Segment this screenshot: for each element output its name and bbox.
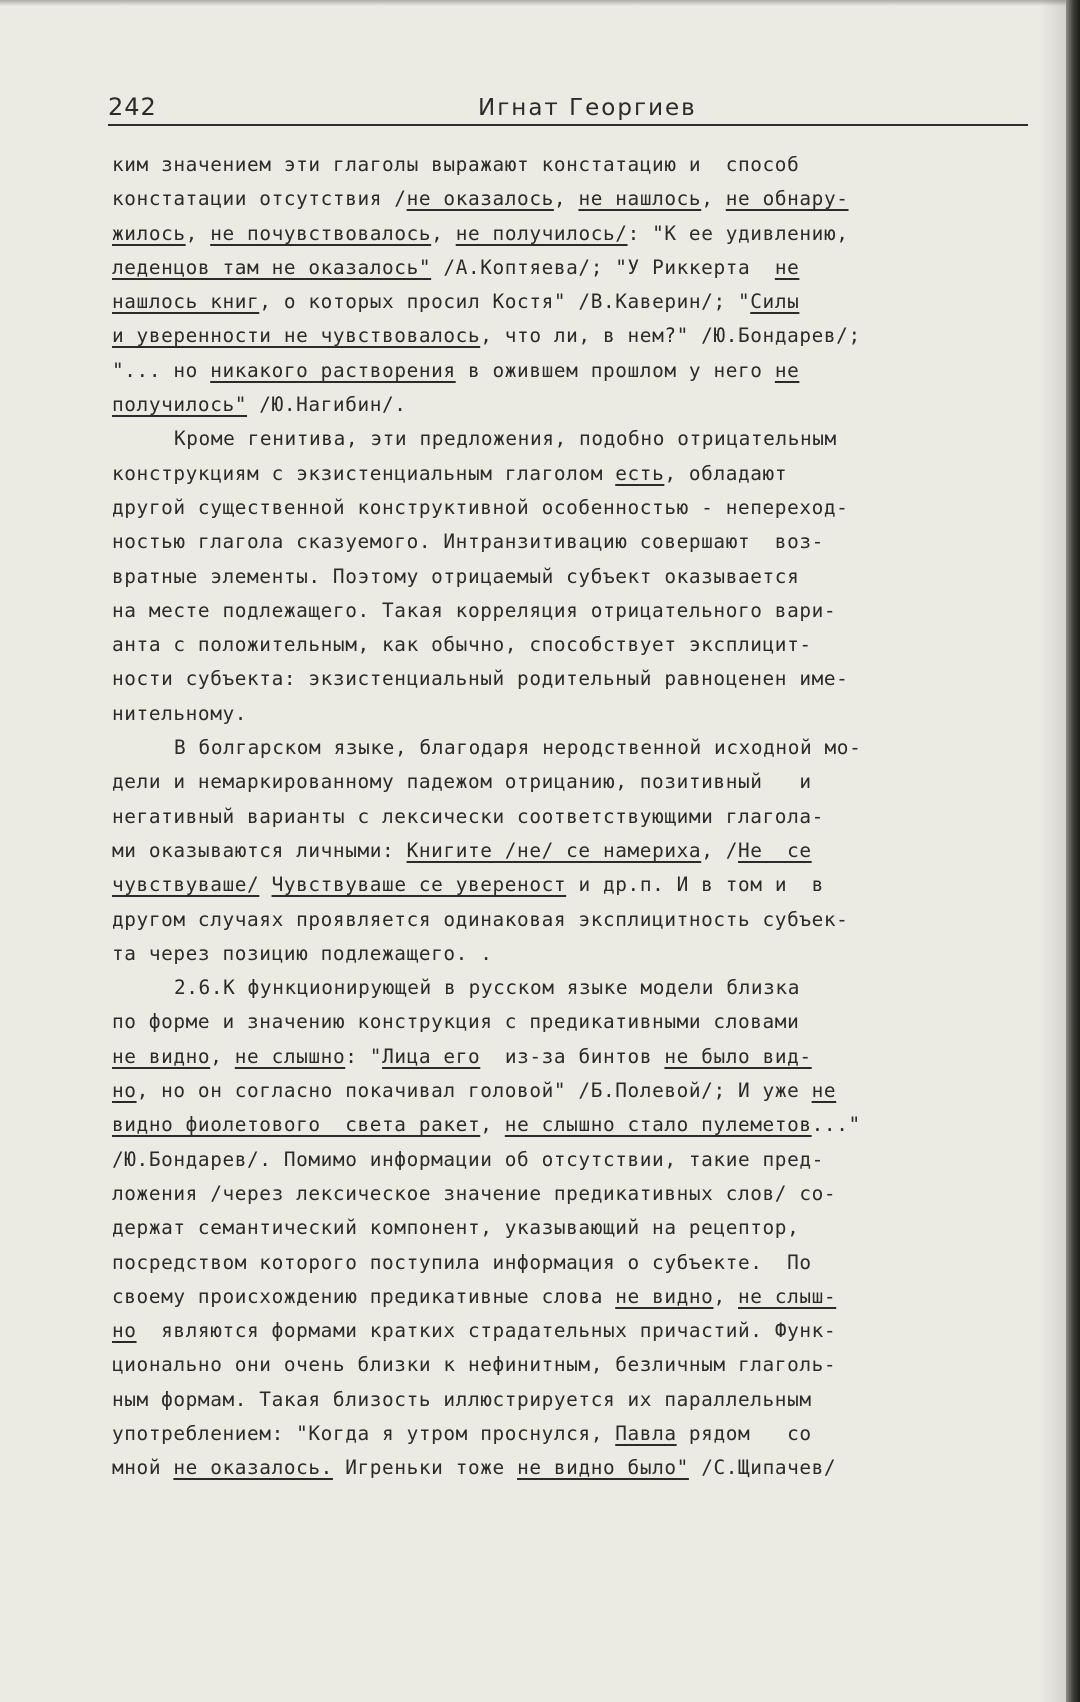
- text-line: [112, 594, 1032, 628]
- text-run: , что ли, в нем?" /Ю.Бондарев/;: [480, 324, 861, 348]
- text-line: [112, 628, 1032, 662]
- underlined-example: не нашлось: [578, 187, 702, 211]
- text-line: [112, 560, 1032, 594]
- text-line: [112, 1417, 1032, 1451]
- text-run: ,: [210, 1044, 235, 1068]
- underlined-example: не: [774, 255, 800, 279]
- text-line: [112, 285, 1032, 319]
- text-run: ности субъекта: экзистенциальный родительный равноценен име-: [112, 667, 849, 691]
- underlined-example: получилось": [112, 393, 248, 417]
- text-line: [112, 1314, 1032, 1348]
- text-run: /А.Коптяева/; "У Риккерта: [431, 255, 775, 279]
- text-line: [112, 457, 1032, 491]
- text-line: [112, 662, 1032, 696]
- text-line: [112, 1005, 1032, 1039]
- text-line: [112, 903, 1032, 937]
- underlined-example: никакого растворения: [210, 358, 456, 382]
- text-run: по форме и значению конструкция с предикативными словами: [112, 1010, 800, 1034]
- scan-spine-edge: [1066, 0, 1080, 1702]
- underlined-example: но: [112, 1079, 137, 1103]
- text-run: своему происхождению предикативные слова: [112, 1284, 616, 1308]
- text-run: В болгарском языке, благодаря неродственной исходной мо-: [174, 736, 862, 760]
- text-run: дели и немаркированному падежом отрицанию, позитивный и: [112, 770, 812, 794]
- text-run: ложения /через лексическое значение предикативных слов/ со-: [112, 1181, 837, 1205]
- underlined-example: видно фиолетового света ракет: [112, 1113, 481, 1137]
- underlined-example: Павла: [615, 1421, 677, 1445]
- text-line: [112, 148, 1032, 182]
- text-run: /Ю.Нагибин/.: [247, 393, 407, 417]
- text-run: являются формами кратких страдательных причастий. Функ-: [136, 1319, 837, 1343]
- text-line: [112, 1074, 1032, 1108]
- underlined-example: Силы: [750, 290, 800, 314]
- underlined-example: не слышно стало пулеметов: [504, 1113, 812, 1137]
- text-line: [112, 1280, 1032, 1314]
- text-run: [259, 873, 271, 896]
- text-run: рядом со: [676, 1421, 812, 1445]
- underlined-example: жилось: [112, 221, 186, 245]
- text-run: анта с положительным, как обычно, способствует эксплицит-: [112, 633, 812, 657]
- text-run: ционально они очень близки к нефинитным, безличным глаголь-: [112, 1353, 837, 1377]
- underlined-example: и уверенности не чувствовалось: [112, 324, 481, 348]
- text-run: из-за бинтов: [480, 1044, 665, 1068]
- text-run: ,: [480, 1113, 505, 1137]
- underlined-example: не видно было": [517, 1456, 689, 1480]
- text-line: [112, 217, 1032, 251]
- text-run: Игреньки тоже: [332, 1456, 518, 1480]
- text-line: [112, 354, 1032, 388]
- text-run: нительному.: [112, 701, 248, 725]
- underlined-example: не: [774, 358, 800, 382]
- text-run: держат семантический компонент, указывающий на рецептор,: [112, 1216, 800, 1240]
- text-line: [112, 319, 1032, 353]
- underlined-example: Не се: [738, 838, 812, 862]
- text-run: ,: [701, 187, 726, 211]
- text-run: : "К ее удивлению,: [627, 221, 849, 245]
- text-run: ,: [713, 1284, 739, 1308]
- text-run: другом случаях проявляется одинаковая эксплицитность субъек-: [112, 907, 849, 931]
- text-line: [112, 697, 1032, 731]
- underlined-example: леденцов там не оказалось": [112, 255, 432, 279]
- text-run: та через позицию подлежащего. .: [112, 941, 493, 965]
- text-line: [112, 868, 1032, 902]
- underlined-example: но: [112, 1319, 137, 1343]
- text-run: констатации отсутствия /: [112, 187, 407, 211]
- text-line: [112, 1108, 1032, 1142]
- text-line: [112, 1143, 1032, 1177]
- text-run: ностью глагола сказуемого. Интранзитивацию совершают воз-: [112, 530, 824, 554]
- text-run: ,: [553, 187, 579, 211]
- text-run: мной: [112, 1456, 174, 1480]
- text-line: [112, 1040, 1032, 1074]
- text-run: употреблением: "Когда я утром проснулся,: [112, 1421, 616, 1445]
- text-run: 2.6.К функционирующей в русском языке модели близка: [174, 976, 800, 1000]
- underlined-example: нашлось книг: [112, 290, 260, 314]
- underlined-example: не видно: [112, 1044, 211, 1068]
- scan-spine-shadow: [1040, 0, 1066, 1702]
- text-line: [112, 182, 1032, 216]
- body-text: [112, 148, 1032, 1486]
- text-line: [112, 1177, 1032, 1211]
- underlined-example: не: [811, 1079, 837, 1103]
- text-run: ми оказываются личными:: [112, 838, 407, 862]
- text-line: [112, 800, 1032, 834]
- text-line: [112, 525, 1032, 559]
- text-line: [112, 731, 1032, 765]
- text-run: , /: [701, 838, 739, 862]
- text-line: [112, 491, 1032, 525]
- underlined-example: Чувствуваше се увереност: [271, 873, 567, 897]
- page-number: 242: [108, 93, 157, 121]
- text-run: и др.п. И в том и в: [566, 873, 824, 897]
- text-line: [112, 765, 1032, 799]
- text-run: ,: [431, 221, 456, 245]
- text-run: ...": [811, 1113, 861, 1137]
- text-run: посредством которого поступила информация о субъекте. По: [112, 1250, 812, 1274]
- text-run: , обладают: [664, 461, 788, 485]
- underlined-example: не оказалось.: [173, 1456, 333, 1480]
- text-run: конструкциям с экзистенциальным глаголом: [112, 461, 616, 485]
- text-line: [112, 1348, 1032, 1382]
- text-run: ким значением эти глаголы выражают констатацию и способ: [112, 153, 800, 176]
- underlined-example: есть: [615, 461, 665, 485]
- underlined-example: чувствуваше/: [112, 873, 260, 897]
- text-run: ,: [185, 221, 211, 245]
- text-run: , о которых просил Костя" /В.Каверин/; ": [259, 290, 751, 314]
- text-run: Кроме генитива, эти предложения, подобно отрицательным: [174, 427, 837, 451]
- underlined-example: не слышно: [234, 1044, 346, 1068]
- underlined-example: не оказалось: [406, 187, 554, 211]
- underlined-example: не видно: [615, 1284, 714, 1308]
- text-run: негативный варианты с лексически соответствующими глагола-: [112, 804, 824, 828]
- text-line: [112, 1211, 1032, 1245]
- text-run: вратные элементы. Поэтому отрицаемый субъект оказывается: [112, 564, 800, 588]
- underlined-example: не получилось/: [455, 221, 628, 245]
- text-run: /Ю.Бондарев/. Помимо информации об отсутствии, такие пред-: [112, 1147, 824, 1171]
- underlined-example: не слыш-: [738, 1284, 837, 1308]
- text-line: [112, 1451, 1032, 1485]
- text-run: /С.Щипачев/: [688, 1456, 837, 1480]
- text-line: [112, 251, 1032, 285]
- text-line: [112, 422, 1032, 456]
- underlined-example: не было вид-: [664, 1044, 812, 1068]
- underlined-example: Лица его: [382, 1044, 481, 1068]
- text-line: [112, 971, 1032, 1005]
- underlined-example: Книгите /не/ се намериха: [406, 838, 702, 862]
- text-run: , но он согласно покачивал головой" /Б.Полевой/; И уже: [136, 1079, 812, 1103]
- text-run: : ": [345, 1044, 383, 1068]
- text-run: на месте подлежащего. Такая корреляция отрицательного вари-: [112, 598, 837, 622]
- text-run: ным формам. Такая близость иллюстрируется их параллельным: [112, 1387, 812, 1411]
- underlined-example: не обнару-: [725, 187, 849, 211]
- text-line: [112, 1246, 1032, 1280]
- scan-top-edge: [0, 0, 1080, 6]
- underlined-example: не почувствовалось: [210, 221, 432, 245]
- text-run: "... но: [112, 358, 211, 382]
- text-run: в ожившем прошлом у него: [455, 358, 775, 382]
- text-line: [112, 937, 1032, 971]
- running-title: Игнат Георгиев: [478, 95, 697, 121]
- text-line: [112, 388, 1032, 422]
- text-line: [112, 834, 1032, 868]
- page-header: [108, 88, 1028, 126]
- text-line: [112, 1383, 1032, 1417]
- text-run: другой существенной конструктивной особенностью - непереход-: [112, 495, 849, 519]
